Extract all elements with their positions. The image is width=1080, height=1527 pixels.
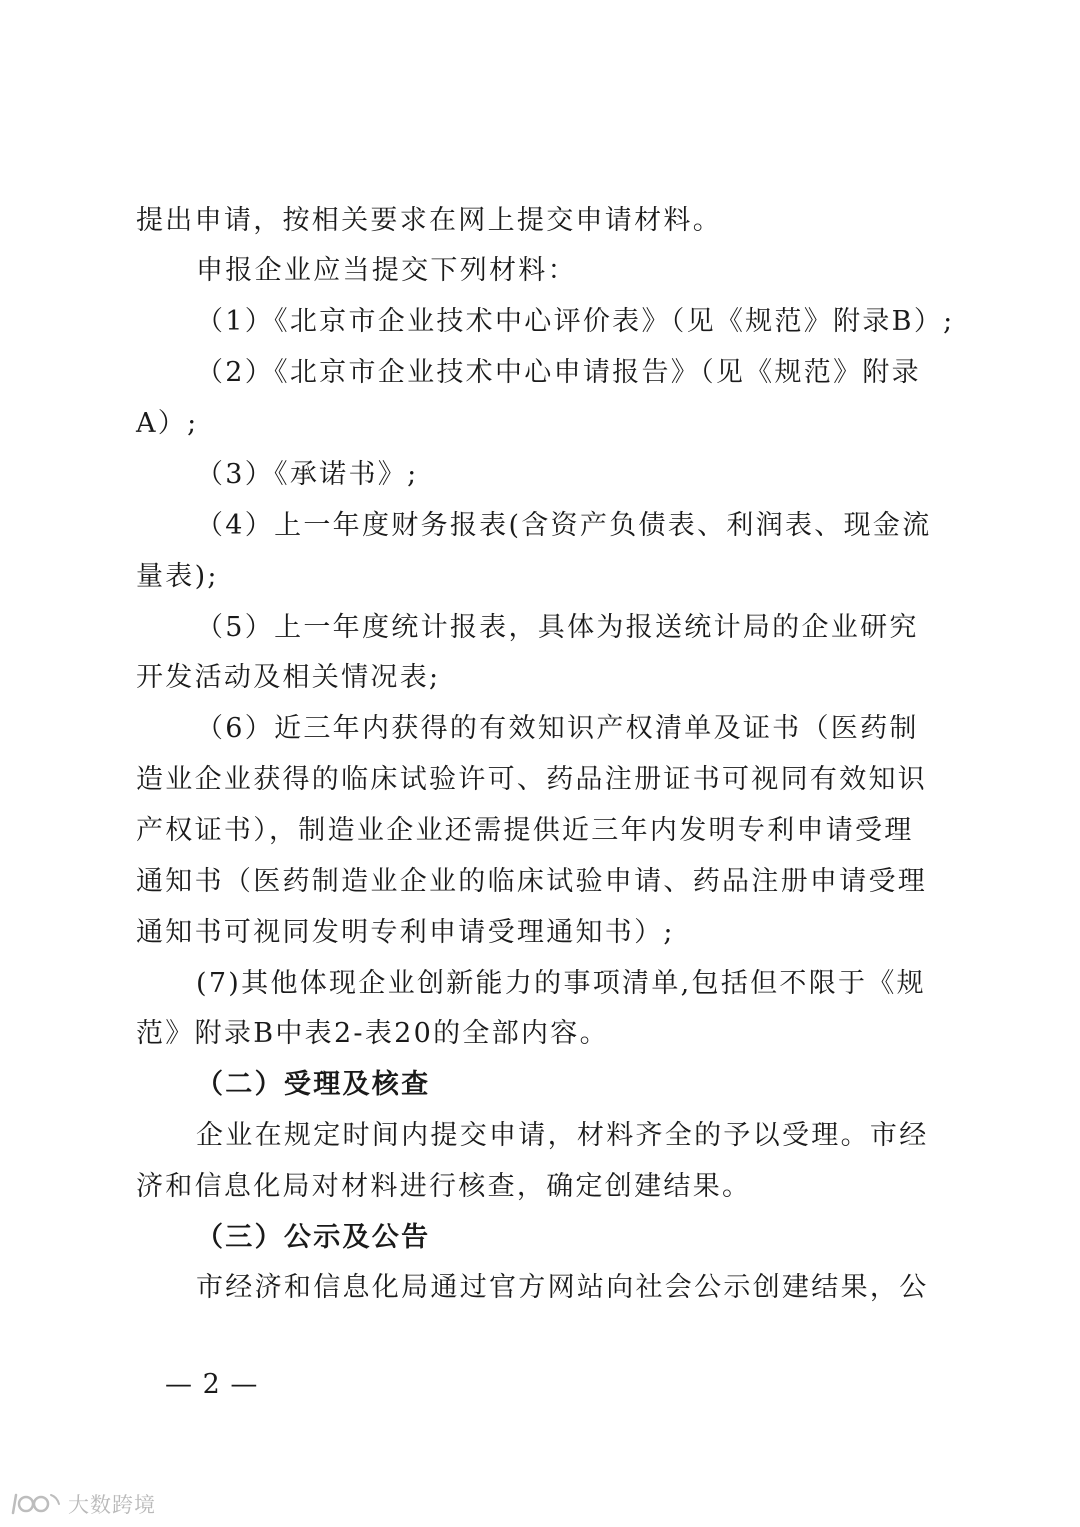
section-heading: （二）受理及核查 [196,1069,431,1100]
text-line: (7)其他体现企业创新能力的事项清单,包括但不限于《规 [196,968,926,999]
text-line: 通知书（医药制造业企业的临床试验申请、药品注册申请受理 [136,866,928,897]
text-line: 量表); [136,561,219,592]
text-line: 济和信息化局对材料进行核查，确定创建结果。 [136,1171,752,1202]
watermark [10,1489,156,1519]
text-line: 企业在规定时间内提交申请，材料齐全的予以受理。市经 [196,1120,929,1151]
text-line: 提出申请，按相关要求在网上提交申请材料。 [136,205,722,236]
text-line: A）; [136,408,199,439]
text-line: （4）上一年度财务报表(含资产负债表、利润表、现金流 [196,510,932,541]
text-line: 通知书可视同发明专利申请受理通知书）; [136,917,675,948]
text-line: 开发活动及相关情况表; [136,662,441,693]
text-line: 市经济和信息化局通过官方网站向社会公示创建结果，公 [196,1272,929,1303]
text-line: （5）上一年度统计报表，具体为报送统计局的企业研究 [196,612,919,643]
page-number: — 2 — [165,1369,259,1400]
watermark-logo-icon [10,1491,62,1517]
text-line: 造业企业获得的临床试验许可、药品注册证书可视同有效知识 [136,764,928,795]
section-heading: （三）公示及公告 [196,1222,431,1253]
text-line: 产权证书），制造业企业还需提供近三年内发明专利申请受理 [136,815,914,846]
text-line: （2）《北京市企业技术中心申请报告》（见《规范》附录 [196,357,921,388]
text-line: 范》附录B中表2-表20的全部内容。 [136,1018,609,1049]
watermark-text: 大数跨境 [68,1493,156,1517]
text-line: （6）近三年内获得的有效知识产权清单及证书（医药制 [196,713,919,744]
text-line: （3）《承诺书》; [196,459,419,490]
text-line: 申报企业应当提交下列材料： [196,255,577,286]
text-line: （1）《北京市企业技术中心评价表》（见《规范》附录B）; [196,306,955,337]
